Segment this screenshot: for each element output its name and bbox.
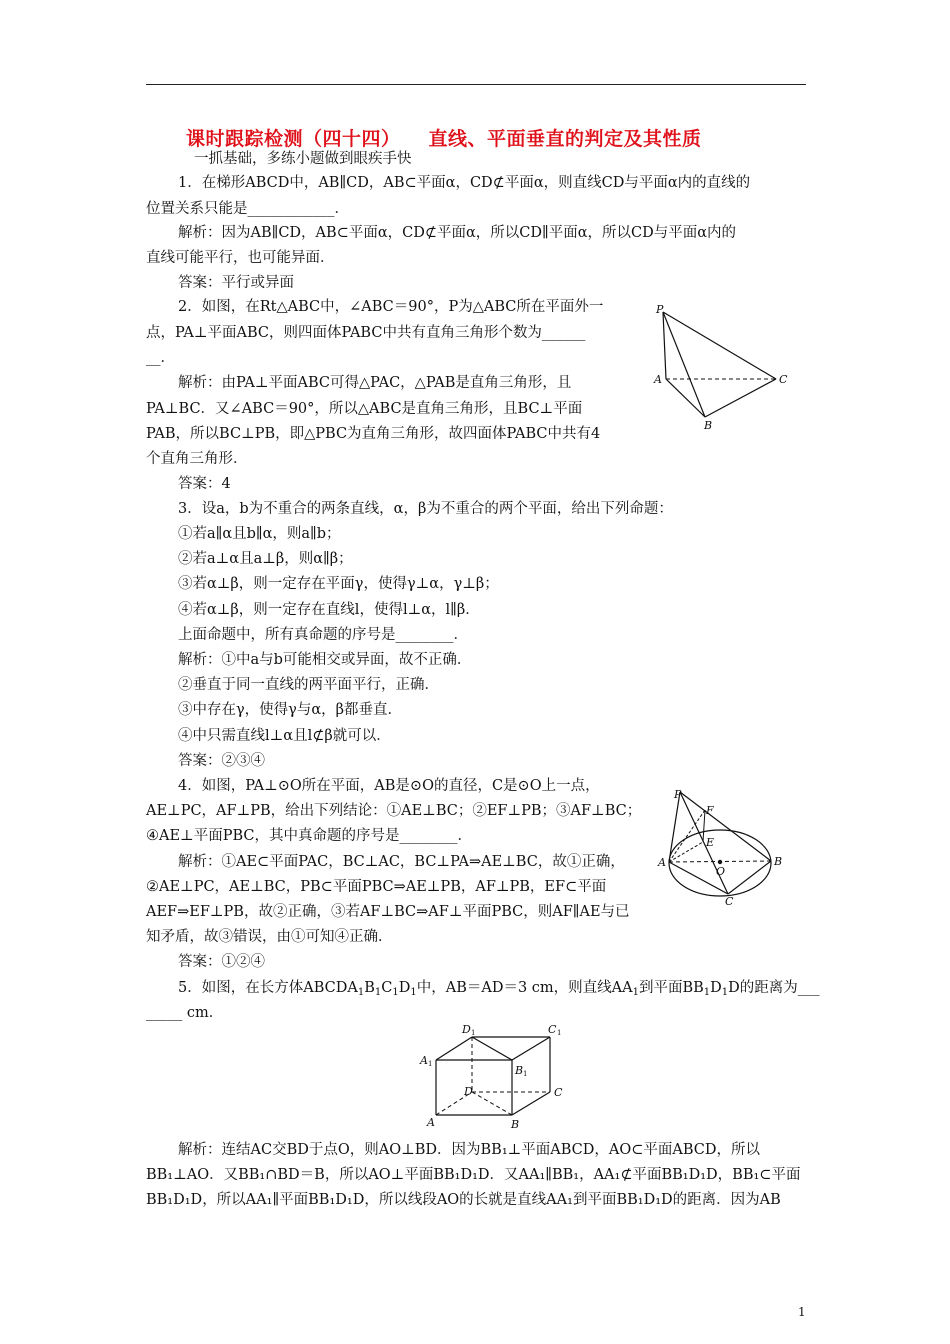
text-line: AE⊥PC，AF⊥PB，给出下列结论：①AE⊥BC；②EF⊥PB；③AF⊥BC；	[146, 803, 642, 819]
text-line: ④AE⊥平面PBC，其中真命题的序号是________．	[146, 828, 472, 844]
label-B: B	[511, 1118, 520, 1131]
page-number: 1	[798, 1305, 806, 1319]
text-line: AEF⇒EF⊥PB，故②正确，③若AF⊥BC⇒AF⊥平面PBC，则AF∥AE与已	[146, 904, 630, 920]
text-line: PAB，所以BC⊥PB，即△PBC为直角三角形，故四面体PABC中共有4	[146, 426, 601, 442]
answer-line: 答案：②③④	[178, 753, 265, 769]
text-line: 解析：连结AC交BD于点O，则AO⊥BD．因为BB₁⊥平面ABCD，AO⊂平面ABCD，所以	[178, 1142, 761, 1158]
text-line: ④中只需直线l⊥α且l⊄β就可以．	[178, 728, 391, 744]
text-line: 解析：由PA⊥平面ABC可得△PAC，△PAB是直角三角形，且	[178, 375, 572, 391]
text-line: __．	[146, 350, 175, 366]
label-A1: A	[420, 1054, 428, 1067]
label-P: P	[656, 303, 664, 316]
text-line: 1．在梯形ABCD中，AB∥CD，AB⊂平面α，CD⊄平面α，则直线CD与平面α内的直线的	[178, 175, 751, 191]
answer-line: 答案：①②④	[178, 954, 265, 970]
text-line: 2．如图，在Rt△ABC中，∠ABC＝90°，P为△ABC所在平面外一	[178, 299, 604, 315]
svg-text:1: 1	[428, 1060, 433, 1068]
figure-circle-pyramid	[650, 780, 800, 910]
text-line: ①若a∥α且b∥α，则a∥b；	[178, 526, 341, 542]
label-B: B	[704, 419, 713, 432]
text-line: ②若a⊥α且a⊥β，则α∥β；	[178, 551, 353, 567]
title-left: 课时跟踪检测（四十四）	[186, 128, 401, 150]
title-right: 直线、平面垂直的判定及其性质	[428, 128, 702, 150]
text-line: 解析：因为AB∥CD，AB⊂平面α，CD⊄平面α，所以CD∥平面α，所以CD与平面α内的	[178, 225, 736, 241]
label-A: A	[654, 373, 662, 386]
text-line: ④若α⊥β，则一定存在直线l，使得l⊥α，l∥β．	[178, 602, 480, 618]
text-line: ②垂直于同一直线的两平面平行，正确．	[178, 677, 439, 693]
text-line: 上面命题中，所有真命题的序号是________．	[178, 627, 468, 643]
label-C: C	[779, 373, 788, 386]
text-line: 3．设a，b为不重合的两条直线，α，β为不重合的两个平面，给出下列命题：	[178, 501, 673, 517]
label-C1: C	[548, 1023, 557, 1036]
figure-tetrahedron	[648, 298, 798, 438]
text-line: 知矛盾，故③错误，由①可知④正确．	[146, 929, 393, 945]
label-D: D	[464, 1085, 473, 1098]
header-rule	[146, 84, 806, 85]
text-line: 点，PA⊥平面ABC，则四面体PABC中共有直角三角形个数为______	[146, 325, 586, 341]
answer-line: 答案：平行或异面	[178, 275, 294, 291]
label-C: C	[725, 895, 734, 908]
text-line: 直线可能平行，也可能异面．	[146, 250, 335, 266]
svg-text:1: 1	[557, 1029, 562, 1037]
text-line: 解析：①AE⊂平面PAC，BC⊥AC，BC⊥PA⇒AE⊥BC，故①正确，	[178, 854, 625, 870]
text-line: ②AE⊥PC，AE⊥BC，PB⊂平面PBC⇒AE⊥PB，AF⊥PB，EF⊂平面	[146, 879, 607, 895]
text-line: ③若α⊥β，则一定存在平面γ，使得γ⊥α，γ⊥β；	[178, 576, 499, 592]
section-heading: 一抓基础，多练小题做到眼疾手快	[194, 151, 412, 167]
text-line: PA⊥BC．又∠ABC＝90°，所以△ABC是直角三角形，且BC⊥平面	[146, 401, 583, 417]
text-line: 个直角三角形．	[146, 451, 248, 467]
label-C: C	[554, 1086, 563, 1099]
page-title	[186, 124, 702, 151]
text-line: 解析：①中a与b可能相交或异面，故不正确．	[178, 652, 472, 668]
label-B1: B	[515, 1064, 524, 1077]
label-A: A	[658, 856, 666, 869]
svg-text:1: 1	[471, 1029, 476, 1037]
label-A: A	[427, 1116, 435, 1129]
figure-cuboid	[418, 1022, 578, 1132]
text-line: ③中存在γ，使得γ与α，β都垂直．	[178, 702, 403, 718]
label-D1: D	[462, 1023, 471, 1036]
label-O: O	[716, 865, 726, 878]
text-line: 4．如图，PA⊥⊙O所在平面，AB是⊙O的直径，C是⊙O上一点，	[178, 778, 600, 794]
label-E: E	[706, 836, 715, 849]
answer-line: 答案：4	[178, 476, 231, 492]
label-P: P	[674, 788, 682, 801]
text-line: _____ cm．	[146, 1005, 224, 1021]
label-B: B	[774, 855, 783, 868]
text-line: 位置关系只能是____________．	[146, 201, 349, 217]
text-line: BB₁D₁D，所以AA₁∥平面BB₁D₁D，所以线段AO的长就是直线AA₁到平面BB₁D₁D的距离．因为AB	[146, 1192, 781, 1208]
svg-text:1: 1	[523, 1070, 528, 1078]
text-line: 5．如图，在长方体$ABCDA_1B_1C_1D_1$中，AB＝AD＝3 cm，则直线$AA_1$到平面$BB_1D_1D$的距离为___	[178, 980, 820, 998]
label-F: F	[706, 804, 714, 817]
text-line: BB₁⊥AO．又BB₁∩BD＝B，所以AO⊥平面BB₁D₁D．又AA₁∥BB₁，AA₁⊄平面BB₁D₁D，BB₁⊂平面	[146, 1167, 801, 1183]
